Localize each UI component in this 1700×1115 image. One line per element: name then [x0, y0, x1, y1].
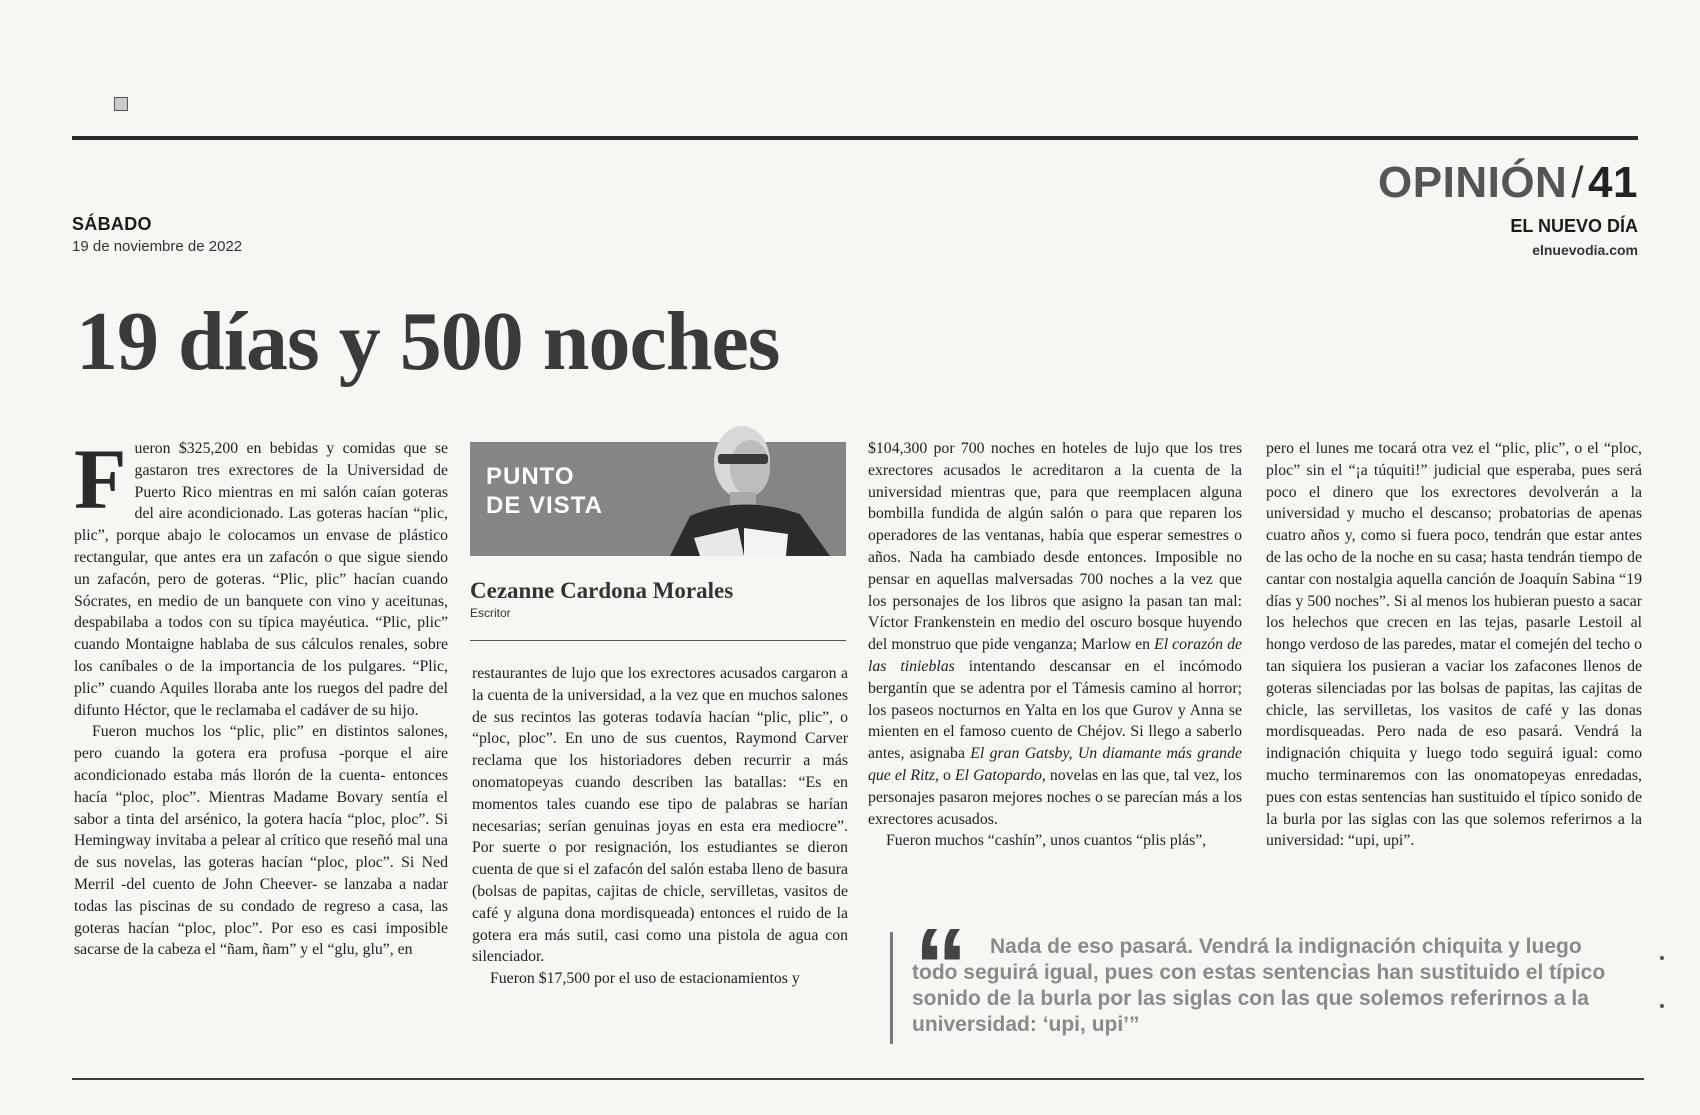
- paragraph: Fueron muchos “cashín”, unos cuantos “plis plás”,: [886, 832, 1207, 850]
- header-rule: [72, 136, 1638, 140]
- section-divider: /: [1571, 158, 1585, 207]
- author-role: Escritor: [470, 606, 511, 620]
- article-column-2: [472, 663, 848, 990]
- corner-mark: [114, 97, 128, 111]
- author-divider: [470, 640, 846, 641]
- pull-quote-rule: [890, 932, 893, 1044]
- headline: 19 días y 500 noches: [76, 295, 780, 388]
- author-name: Cezanne Cardona Morales: [470, 578, 734, 603]
- pull-quote-text: Nada de eso pasará. Vendrá la indignación chiquita y luego todo seguirá igual, pues con estas sentencias han sustituido el típico sonido de la burla por las siglas con las que solemos referirnos a la universidad: ‘upi, upi’”: [912, 935, 1606, 1036]
- paragraph: [74, 431, 448, 721]
- column-label-line-2: DE VISTA: [486, 492, 603, 519]
- text-run: $104,300 por 700 noches en hoteles de lujo que los tres exrectores acusados le acreditaron a la cuenta de la universidad mientras que, para que reemplacen alguna bombilla fundida de algún salón o para que reparen los operadores de las ventanas, había que esperar semestres o años. Nada ha cambiado desde entonces. Imposible no pensar en aquellas malversadas 700 noches a la vez que los personajes de los libros que asigno la pasan tan mal: Víctor Frankenstein en medio del oscuro bosque huyendo del monstruo que pide venganza; Marlow en: [868, 440, 1242, 654]
- paragraph: Fueron $17,500 por el uso de estacionamientos y: [490, 970, 800, 988]
- article-column-3: [868, 438, 1242, 852]
- author-head-shadow: [730, 440, 770, 496]
- book-title: El corazón de las tinieblas: [868, 636, 1243, 675]
- paragraph: restaurantes de lujo que los exrectores acusados cargaron a la cuenta de la universidad, a la vez que en muchos salones de sus recintos las goteras todavía hacían “plic, plic”, o “ploc, ploc”. En uno de sus cuentos, Raymond Carver reclama que los historiadores deben recurrir a más onomatopeyas cuando describen las batallas: “Es en momentos tales cuando ese tipo de palabras se harían necesarias; serían genuinas joyas en esta era mediocre”. Por suerte o por resignación, los estudiantes se dieron cuenta de que si el zafacón del salón estaba lleno de basura (bolsas de papitas, cajitas de chicle, servilletas, vasitos de café y alguna dona mordisqueada) entonces el ruido de la gotera era más sutil, casi como una pistola de agua con silenciador.: [472, 665, 848, 966]
- book-title: El gran Gatsby, Un diamante más grande que el Ritz: [868, 745, 1242, 784]
- text-run: , novelas en las que, tal vez, los personajes pasaron mejores noches o se parecían más a los exrectores acusados.: [868, 766, 1242, 828]
- text-run: , o: [934, 766, 955, 784]
- paragraph-text: ueron $325,200 en bebidas y comidas que se gastaron tres exrectores de la Universidad de Puerto Rico mientras en mi salón caían goteras del aire acondicionado. Las goteras hacían “plic, plic”, porque abajo le colocamos un envase de plástico rectangular, que antes era un zafacón o que sigue siendo un zafacón, pero de goteras. “Plic, plic” hacían cuando Sócrates, en medio de un banquete con vino y aceitunas, despabilaba a todos con su típica mayéutica. “Plic, plic” cuando Montaigne hablaba de sus cálculos renales, sobre los caníbales o de la importancia de los pulgares. “Plic, plic” cuando Aquiles lloraba ante los ruegos del padre del difunto Héctor, que le reclamaba el cadáver de su hijo.: [74, 440, 448, 719]
- date-label: 19 de noviembre de 2022: [72, 238, 243, 255]
- article-column-4: [1266, 438, 1642, 852]
- footer-rule: [72, 1078, 1644, 1080]
- article-column-1: [74, 431, 448, 961]
- paragraph: Fueron muchos los “plic, plic” en distintos salones, pero cuando la gotera era profusa -porque el aire acondicionado estaba más llorón de la cuenta- entonces hacía “ploc, ploc”. Mientras Madame Bovary sentía el sabor a tinta del arsénico, la gotera hacía “ploc, ploc”. Si Hemingway invitaba a pelear al crítico que reseñó mal una de sus novelas, las goteras hacían “ploc, ploc”. Si Ned Merril -del cuento de John Cheever- se lanzaba a nadar todas las piscinas de su condado de regreso a casa, las goteras hacían “ploc, ploc”. Por eso es casi imposible sacarse de la cabeza el “ñam, ñam” y el “glu, glu”, en: [74, 723, 448, 959]
- newspaper-name: EL NUEVO DÍA: [1510, 216, 1638, 236]
- section-header: [1378, 158, 1638, 208]
- drop-cap: F: [74, 431, 127, 527]
- paragraph: pero el lunes me tocará otra vez el “plic, plic”, o el “ploc, ploc” sin el “¡a túquiti!” judicial que esperaba, pues será poco el dinero que los exrectores devolverán a la universidad y mucho el descanso; probatorias de apenas cuatro años y, como si fuera poco, tendrán que estar antes de las ocho de la noche en su casa; hasta tendrán tiempo de cantar con nostalgia aquella canción de Joaquín Sabina “19 días y 500 noches”. Si al menos los hubieran puesto a sacar los helechos que crecen en las tejas, pasarle Lestoil al hongo verdoso de las paredes, matar el comején del techo o tan siquiera los pusieran a vaciar los zafacones llenos de goteras silenciadas por las bolsas de papitas, las cajitas de chicle, las servilletas, los vasitos de café y las donas mordisqueadas. Pero nada de eso pasará. Vendrá la indignación chiquita y luego todo seguirá igual: como mucho terminaremos con las onomatopeyas enredadas, pues con estas sentencias han sustituido el típico sonido de la burla por las siglas con las que solemos referirnos a la universidad: “upi, upi”.: [1266, 440, 1642, 850]
- page-number: 41: [1588, 158, 1638, 207]
- day-label: SÁBADO: [72, 214, 152, 234]
- paragraph: [868, 438, 1242, 830]
- text-run: intentando descansar en el incómodo bergantín que se adentra por el Támesis camino al horror; los paseos nocturnos en Yalta en los que Gurov y Anna se mienten en el famoso cuento de Chéjov. Si llego a saberlo antes, asignaba: [868, 657, 1242, 763]
- website-link[interactable]: elnuevodia.com: [1532, 242, 1638, 258]
- bullet-dot: [1660, 1004, 1664, 1008]
- bullet-dot: [1660, 956, 1664, 960]
- author-photo: [660, 420, 846, 556]
- author-glasses: [718, 454, 768, 464]
- quote-mark-icon: “: [914, 905, 968, 1026]
- column-label-line-1: PUNTO: [486, 463, 575, 490]
- book-title: El Gatopardo: [955, 766, 1042, 784]
- column-label: [486, 462, 603, 520]
- section-name: OPINIÓN: [1378, 158, 1568, 207]
